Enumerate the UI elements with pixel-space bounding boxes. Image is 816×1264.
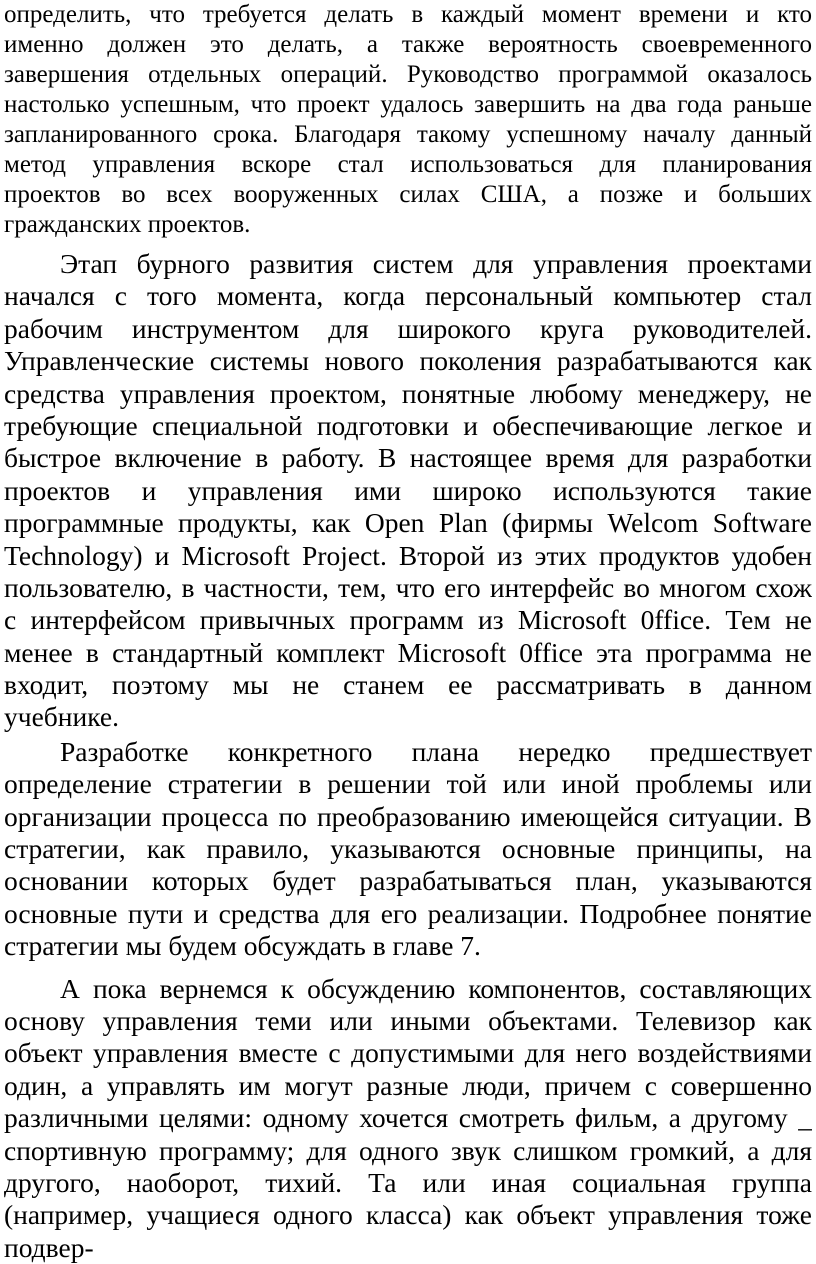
text-line: основу управления теми или иными объектами. Телевизор как (4, 1004, 812, 1036)
text-line: Technology) и Microsoft Project. Второй из этих продуктов удобен (4, 539, 812, 571)
text-line: Этап бурного развития систем для управления проектами (60, 248, 812, 279)
text-line: менее в стандартный комплект Microsoft 0ffice эта программа не (4, 636, 812, 668)
text-line: А пока вернемся к обсуждению компонентов, составляющих (60, 972, 812, 1004)
text-line: проектов во всех вооруженных силах США, а позже и больших (4, 181, 812, 208)
paragraph-2 (4, 248, 812, 734)
text-line: Разработке конкретного плана нередко предшествует (60, 735, 812, 767)
paragraph-4 (4, 973, 812, 1264)
text-line: входит, поэтому мы не станем ее рассматривать в данном (4, 669, 812, 701)
text-line: именно должен это делать, а также вероятность своевременного (4, 31, 812, 58)
text-line: (например, учащиеся одного класса) как объект управления тоже (4, 1199, 812, 1231)
text-line: настолько успешным, что проект удалось завершить на два года раньше (4, 91, 812, 118)
text-line: определение стратегии в решении той или иной проблемы или (4, 768, 812, 800)
text-line: требующие специальной подготовки и обеспечивающие легкое и (4, 409, 812, 441)
text-line: основные пути и средства для его реализации. Подробнее понятие (4, 897, 812, 929)
text-line: учебнике. (4, 701, 119, 733)
text-line: запланированного срока. Благодаря такому успешному началу данный (4, 121, 812, 148)
text-line: организации процесса по преобразованию имеющейся ситуации. В (4, 800, 812, 832)
text-line: один, а управлять им могут разные люди, причем с совершенно (4, 1069, 812, 1101)
text-line: стратегии мы будем обсуждать в главе 7. (4, 930, 481, 962)
text-line: программные продукты, как Open Plan (фирмы Welcom Software (4, 507, 812, 539)
text-line: подвер- (4, 1231, 94, 1263)
paragraph-1 (4, 0, 812, 240)
document-page (4, 0, 812, 1264)
text-line: проектов и управления ими широко используются такие (4, 474, 812, 506)
text-line: объект управления вместе с допустимыми для него воздействиями (4, 1037, 812, 1069)
text-line: основании которых будет разрабатываться план, указываются (4, 865, 812, 897)
text-line: средства управления проектом, понятные любому менеджеру, не (4, 377, 812, 409)
paragraph-3 (4, 736, 812, 963)
text-line: с интерфейсом привычных программ из Microsoft 0ffice. Тем не (4, 604, 812, 636)
text-line: быстрое включение в работу. В настоящее время для разработки (4, 442, 812, 474)
text-line: завершения отдельных операций. Руководство программой оказалось (4, 61, 812, 88)
text-line: спортивную программу; для одного звук слишком громкий, а для (4, 1134, 812, 1166)
text-line: стратегии, как правило, указываются основные принципы, на (4, 833, 812, 865)
text-line: Управленческие системы нового поколения разрабатываются как (4, 345, 812, 377)
text-line: гражданских проектов. (4, 211, 251, 238)
text-line: пользователю, в частности, тем, что его интерфейс во многом схож (4, 571, 812, 603)
text-line: метод управления вскоре стал использоваться для планирования (4, 151, 812, 178)
text-line: другого, наоборот, тихий. Та или иная социальная группа (4, 1166, 812, 1198)
text-line: различными целями: одному хочется смотреть фильм, а другому _ (4, 1102, 812, 1134)
text-line: начался с того момента, когда персональный компьютер стал (4, 280, 812, 312)
text-line: рабочим инструментом для широкого круга руководителей. (4, 312, 812, 344)
text-line: определить, что требуется делать в каждый момент времени и кто (4, 1, 812, 28)
